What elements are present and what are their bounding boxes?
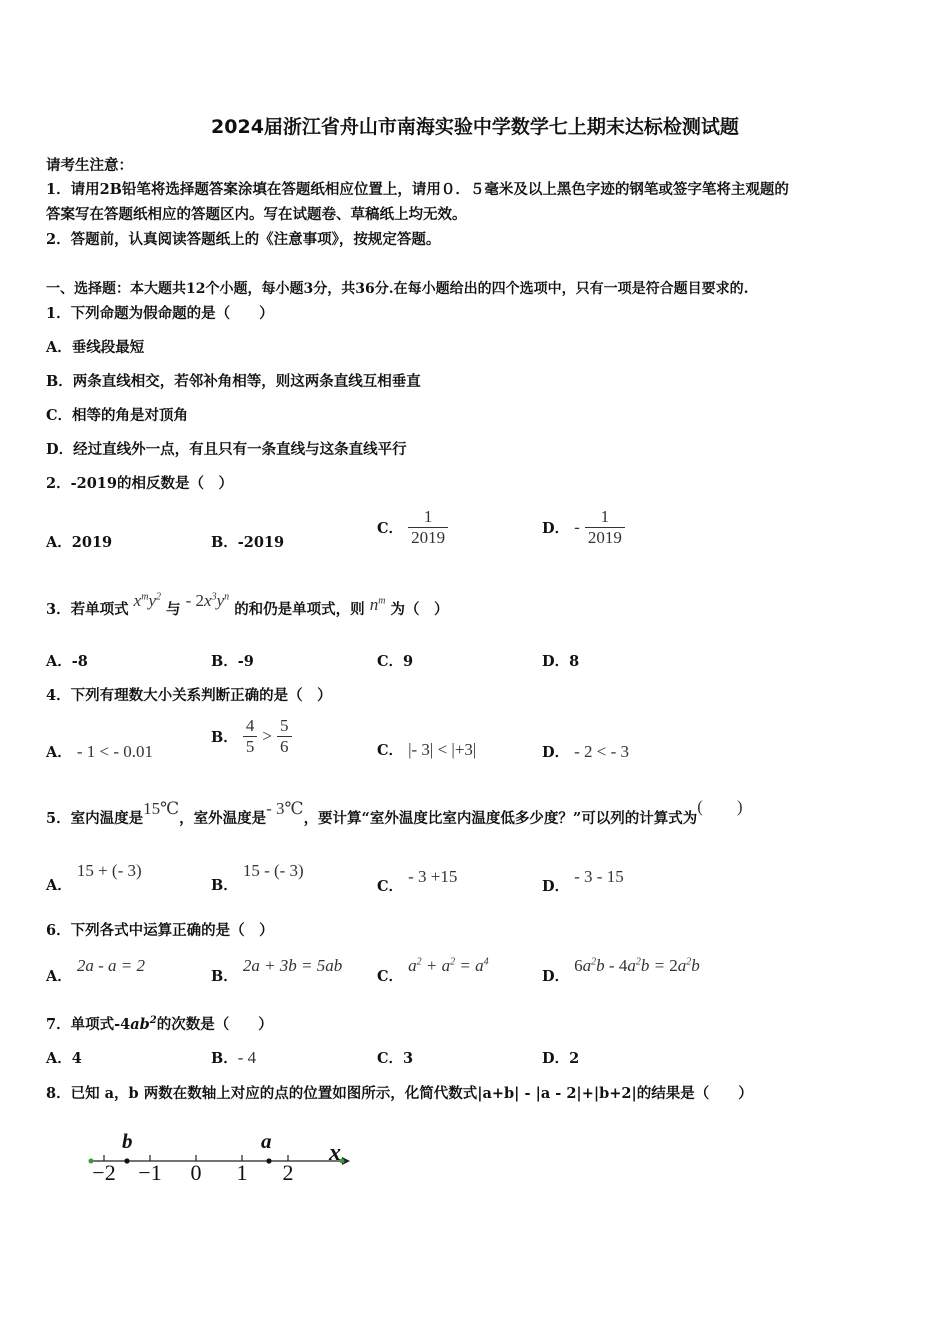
option-label: B． bbox=[211, 729, 238, 746]
tick-label: −1 bbox=[138, 1160, 162, 1185]
notice-line-2: 2．答题前，认真阅读答题纸上的《注意事项》，按规定答题。 bbox=[46, 231, 441, 248]
number-line-figure bbox=[80, 1120, 360, 1190]
question-2-option-a[interactable] bbox=[46, 531, 112, 552]
minus-sign: - bbox=[574, 517, 580, 537]
question-1-stem: 1．下列命题为假命题的是（ ） bbox=[46, 305, 274, 322]
numerator: 1 bbox=[408, 507, 448, 528]
question-1-option-d[interactable]: D．经过直线外一点，有且只有一条直线与这条直线平行 bbox=[46, 441, 407, 458]
question-4-option-b[interactable] bbox=[211, 716, 292, 757]
question-4-option-a[interactable] bbox=[46, 741, 153, 762]
question-5-option-d[interactable] bbox=[542, 866, 624, 895]
tick-label: 2 bbox=[282, 1160, 294, 1185]
option-value: |- 3| < |+3| bbox=[408, 740, 477, 759]
option-value: - 1 < - 0.01 bbox=[76, 742, 153, 761]
fraction bbox=[408, 507, 448, 548]
question-4-option-c[interactable] bbox=[377, 739, 476, 760]
monomial-2: - $2x^3y^n$ bbox=[185, 591, 230, 610]
denominator: 2019 bbox=[587, 528, 622, 547]
fraction bbox=[277, 716, 292, 757]
denominator: 6 bbox=[280, 737, 289, 756]
notice-line-1: 1．请用2B铅笔将选择题答案涂填在答题纸相应位置上，请用０．５毫米及以上黑色字迹的钢笔或签字笔将主观题的 bbox=[46, 181, 789, 198]
stem-text: 为（ ） bbox=[390, 601, 449, 618]
indoor-temperature: 15℃ bbox=[143, 799, 180, 818]
option-label: C． bbox=[377, 742, 404, 759]
question-6-option-c[interactable] bbox=[377, 955, 489, 985]
stem-text: 与 bbox=[166, 601, 181, 618]
question-6-option-a[interactable] bbox=[46, 955, 145, 985]
question-6-option-b[interactable] bbox=[211, 955, 343, 985]
relation: > bbox=[262, 726, 272, 746]
question-1-option-b[interactable]: B．两条直线相交，若邻补角相等，则这两条直线互相垂直 bbox=[46, 373, 421, 390]
denominator: 5 bbox=[245, 737, 255, 756]
point-a-label: a bbox=[261, 1129, 272, 1153]
stem-text: 的次数是（ ） bbox=[156, 1016, 273, 1033]
option-value: - 2 < - 3 bbox=[574, 742, 630, 761]
option-value: - 4 bbox=[237, 1048, 257, 1067]
notice-line-1-cont: 答案写在答题纸相应的答题区内。写在试题卷、草稿纸上均无效。 bbox=[46, 206, 467, 223]
question-7-option-d[interactable]: D．2 bbox=[542, 1050, 580, 1067]
question-7-option-b[interactable] bbox=[211, 1047, 256, 1068]
numerator: 5 bbox=[277, 716, 292, 737]
denominator: 2019 bbox=[411, 528, 446, 547]
stem-text: ，室外温度是 bbox=[179, 810, 267, 827]
tick-label: −2 bbox=[92, 1160, 116, 1185]
option-value: -2019 bbox=[237, 534, 285, 551]
option-value: 2a - a = 2 bbox=[76, 956, 145, 975]
option-value: 15 - (- 3) bbox=[242, 861, 304, 880]
point-b-marker bbox=[124, 1158, 129, 1163]
tick-label: 0 bbox=[190, 1160, 202, 1185]
question-5-stem bbox=[46, 797, 743, 828]
question-3-stem bbox=[46, 591, 449, 619]
option-label: B． bbox=[211, 968, 238, 985]
option-label: A． bbox=[46, 877, 72, 894]
tick-group bbox=[92, 1155, 293, 1185]
notice-heading: 请考生注意： bbox=[46, 157, 133, 174]
option-label: B． bbox=[211, 1050, 238, 1067]
option-label: D． bbox=[542, 744, 570, 761]
outdoor-temperature: - 3℃ bbox=[266, 799, 304, 818]
question-3-option-a[interactable]: A．-8 bbox=[46, 653, 88, 670]
stem-text: 7．单项式-4 bbox=[46, 1016, 131, 1033]
stem-text: 3．若单项式 bbox=[46, 601, 129, 618]
fraction bbox=[585, 507, 625, 548]
option-value: - 3 - 15 bbox=[574, 867, 624, 886]
question-2-option-c[interactable] bbox=[377, 507, 448, 548]
option-value: 2019 bbox=[71, 534, 113, 551]
question-3-option-c[interactable]: C．9 bbox=[377, 653, 414, 670]
question-7-stem bbox=[46, 1013, 273, 1034]
numerator: 1 bbox=[585, 507, 625, 528]
question-5-option-b[interactable] bbox=[211, 860, 304, 894]
option-label: A． bbox=[46, 968, 72, 985]
stem-text: ，要计算“室外温度比室内温度低多少度？”可以列的计算式为 bbox=[303, 810, 698, 827]
point-a-marker bbox=[266, 1158, 271, 1163]
option-label: D． bbox=[542, 878, 570, 895]
monomial-1: $x^my^2$ bbox=[133, 591, 161, 610]
option-label: C． bbox=[377, 520, 404, 537]
option-label: B． bbox=[211, 877, 238, 894]
numerator: 4 bbox=[243, 716, 258, 737]
question-3-option-d[interactable]: D．8 bbox=[542, 653, 580, 670]
question-2-option-d[interactable] bbox=[542, 507, 625, 548]
option-value: $6a^2b - 4a^2b = 2a^2b$ bbox=[574, 956, 700, 975]
question-2-stem: 2．-2019的相反数是（ ） bbox=[46, 475, 233, 492]
question-2-option-b[interactable] bbox=[211, 531, 284, 552]
point-b-label: b bbox=[122, 1129, 133, 1153]
monomial: $ab^2$ bbox=[130, 1015, 157, 1033]
question-7-option-a[interactable]: A．4 bbox=[46, 1050, 82, 1067]
answer-paren: ( ) bbox=[697, 797, 743, 816]
tick-label: 1 bbox=[236, 1160, 248, 1185]
option-value: 15 + (- 3) bbox=[76, 861, 142, 880]
question-5-option-a[interactable] bbox=[46, 860, 142, 894]
section-heading: 一、选择题：本大题共12个小题，每小题3分，共36分.在每小题给出的四个选项中，只有一项是符合题目要求的. bbox=[46, 281, 749, 297]
question-4-stem: 4．下列有理数大小关系判断正确的是（ ） bbox=[46, 687, 332, 704]
power-expression: $n^m$ bbox=[369, 595, 386, 614]
option-value: $a^2 + a^2 = a^4$ bbox=[408, 956, 489, 975]
option-value: 2a + 3b = 5ab bbox=[242, 956, 343, 975]
option-label: C． bbox=[377, 878, 404, 895]
option-value: - 3 +15 bbox=[408, 867, 458, 886]
question-1-option-a[interactable]: A．垂线段最短 bbox=[46, 339, 145, 356]
question-1-option-c[interactable]: C．相等的角是对顶角 bbox=[46, 407, 189, 424]
stem-text: 5．室内温度是 bbox=[46, 810, 144, 827]
option-label: C． bbox=[377, 968, 404, 985]
option-label: D． bbox=[542, 520, 570, 537]
option-label: A． bbox=[46, 534, 72, 551]
fraction bbox=[243, 716, 258, 757]
stem-text: 的和仍是单项式，则 bbox=[234, 601, 365, 618]
page-title: 2024届浙江省舟山市南海实验中学数学七上期末达标检测试题 bbox=[211, 116, 739, 138]
question-7-option-c[interactable]: C．3 bbox=[377, 1050, 414, 1067]
option-label: D． bbox=[542, 968, 570, 985]
question-6-stem: 6．下列各式中运算正确的是（ ） bbox=[46, 922, 274, 939]
question-4-option-d[interactable] bbox=[542, 741, 629, 762]
question-8-stem: 8．已知 a，b 两数在数轴上对应的点的位置如图所示，化简代数式|a+b| - |a - 2|+|b+2|的结果是（ ） bbox=[46, 1085, 753, 1102]
option-label: B． bbox=[211, 534, 238, 551]
question-5-option-c[interactable] bbox=[377, 866, 458, 895]
question-3-option-b[interactable]: B．-9 bbox=[211, 653, 254, 670]
axis-label-x: x bbox=[329, 1140, 341, 1166]
option-label: A． bbox=[46, 744, 72, 761]
question-6-option-d[interactable] bbox=[542, 955, 700, 985]
